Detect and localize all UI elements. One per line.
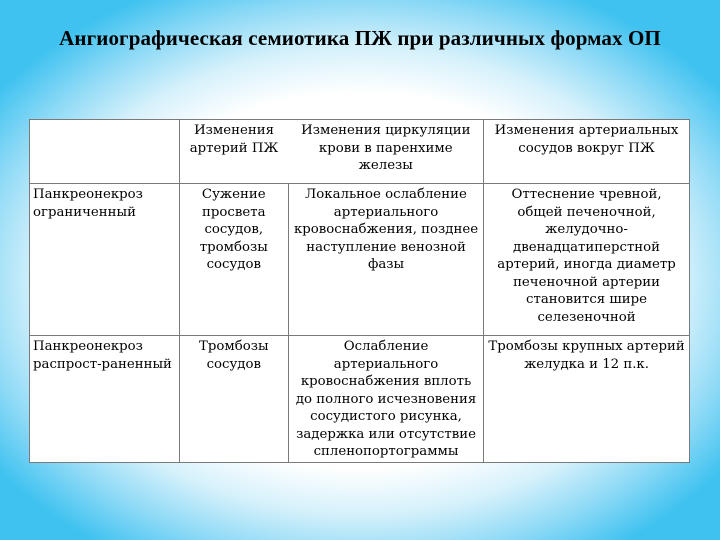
table-row [30, 336, 690, 463]
header-cell-empty [30, 120, 180, 184]
table-cell: Ослабление артериального кровоснабжения вплоть до полного исчезновения сосудистого рисунка, задержка или отсутствие спленопортограммы [289, 336, 484, 463]
header-cell-arteries: Изменения артерий ПЖ [179, 120, 288, 184]
table-cell: Локальное ослабление артериального кровоснабжения, позднее наступление венозной фазы [289, 184, 484, 336]
header-row [30, 120, 690, 184]
header-cell-circulation: Изменения циркуляции крови в паренхиме железы [289, 120, 484, 184]
table-row [30, 184, 690, 336]
semiotics-table [29, 119, 690, 463]
row-label-limited: Панкреонекроз ограниченный [30, 184, 180, 336]
table-cell: Оттеснение чревной, общей печеночной, желудочно-двенадцатиперстной артерий, иногда диаметр печеночной артерии становится шире селезеночной [484, 184, 690, 336]
slide-title: Ангиографическая семиотика ПЖ при различных формах ОП [59, 26, 661, 50]
table-cell: Тромбозы сосудов [179, 336, 288, 463]
row-label-widespread: Панкреонекроз распрост-раненный [30, 336, 180, 463]
table-cell: Сужение просвета сосудов, тромбозы сосудов [179, 184, 288, 336]
table-cell: Тромбозы крупных артерий желудка и 12 п.к. [484, 336, 690, 463]
header-cell-surrounding-vessels: Изменения артериальных сосудов вокруг ПЖ [484, 120, 690, 184]
